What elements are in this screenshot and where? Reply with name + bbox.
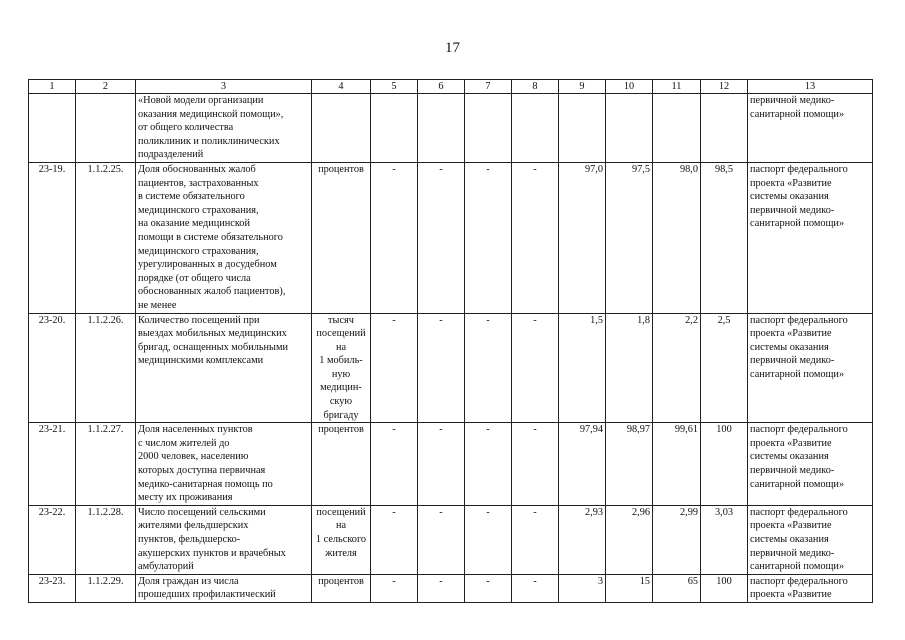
unit-cell bbox=[312, 505, 371, 574]
cell-text-line: Доля обоснованных жалоб bbox=[138, 163, 256, 175]
table-header-row bbox=[29, 80, 873, 94]
value-cell-5: - bbox=[371, 162, 418, 313]
value-cell-8: - bbox=[512, 505, 559, 574]
cell-text-line: скую bbox=[329, 396, 353, 408]
header-cell: 1 bbox=[29, 80, 76, 94]
unit-cell bbox=[312, 94, 371, 163]
cell-text-line: помощи в системе обязательного bbox=[138, 231, 283, 243]
cell-text-line: Число посещений сельскими bbox=[138, 506, 266, 518]
value-cell-5 bbox=[371, 94, 418, 163]
row-number-cell bbox=[29, 94, 76, 163]
value-cell-9 bbox=[559, 94, 606, 163]
code-cell bbox=[76, 94, 136, 163]
unit-cell bbox=[312, 313, 371, 423]
header-cell: 5 bbox=[371, 80, 418, 94]
value-cell-9: 1,5 bbox=[559, 313, 606, 423]
cell-text-line: на bbox=[335, 520, 347, 532]
code-cell: 1.1.2.29. bbox=[76, 574, 136, 602]
value-cell-10: 97,5 bbox=[606, 162, 653, 313]
value-cell-12: 3,03 bbox=[701, 505, 748, 574]
cell-text-line: процентов bbox=[318, 163, 364, 175]
cell-text-line: пунктов, фельдшерско- bbox=[138, 534, 241, 545]
cell-text-line: проекта «Развитие bbox=[750, 177, 832, 189]
value-cell-10: 1,8 bbox=[606, 313, 653, 423]
header-cell: 9 bbox=[559, 80, 606, 94]
cell-text-line: Доля граждан из числа bbox=[138, 575, 239, 587]
header-cell: 6 bbox=[418, 80, 465, 94]
cell-text-line: проекта «Развитие bbox=[750, 328, 832, 340]
source-cell bbox=[748, 505, 873, 574]
cell-text-line: на оказание медицинской bbox=[138, 218, 250, 230]
cell-text-line: Доля населенных пунктов bbox=[138, 424, 253, 436]
cell-text-line: системы оказания bbox=[750, 534, 829, 545]
cell-text-line: в системе обязательного bbox=[138, 191, 245, 203]
cell-text-line: первичной медико- bbox=[750, 355, 835, 367]
cell-text-line: паспорт федерального bbox=[750, 163, 848, 175]
cell-text-line: санитарной помощи» bbox=[750, 368, 845, 380]
cell-text-line: месту их проживания bbox=[138, 492, 233, 504]
value-cell-5: - bbox=[371, 423, 418, 506]
value-cell-11: 98,0 bbox=[653, 162, 701, 313]
cell-text-line: выездах мобильных медицинских bbox=[138, 328, 287, 340]
row-number-cell: 23-19. bbox=[29, 162, 76, 313]
value-cell-7: - bbox=[465, 505, 512, 574]
value-cell-8: - bbox=[512, 423, 559, 506]
row-number-cell: 23-22. bbox=[29, 505, 76, 574]
value-cell-6 bbox=[418, 94, 465, 163]
cell-text-line: тысяч bbox=[328, 314, 354, 326]
value-cell-10: 98,97 bbox=[606, 423, 653, 506]
value-cell-8: - bbox=[512, 313, 559, 423]
cell-text-line: на bbox=[335, 341, 347, 353]
value-cell-11: 2,99 bbox=[653, 505, 701, 574]
cell-text-line: не менее bbox=[138, 299, 177, 311]
cell-text-line: 2000 человек, населению bbox=[138, 451, 249, 463]
cell-text-line: медицинского страхования, bbox=[138, 245, 259, 257]
header-cell: 7 bbox=[465, 80, 512, 94]
cell-text-line: ную bbox=[331, 368, 351, 380]
code-cell: 1.1.2.26. bbox=[76, 313, 136, 423]
value-cell-12: 2,5 bbox=[701, 313, 748, 423]
value-cell-10: 15 bbox=[606, 574, 653, 602]
value-cell-10 bbox=[606, 94, 653, 163]
header-cell: 13 bbox=[748, 80, 873, 94]
indicator-name-cell bbox=[136, 162, 312, 313]
cell-text-line: санитарной помощи» bbox=[750, 478, 845, 490]
cell-text-line: акушерских пунктов и врачебных bbox=[138, 547, 286, 559]
value-cell-5: - bbox=[371, 574, 418, 602]
header-cell: 8 bbox=[512, 80, 559, 94]
cell-text-line: паспорт федерального bbox=[750, 506, 848, 518]
value-cell-9: 97,0 bbox=[559, 162, 606, 313]
cell-text-line: «Новой модели организации bbox=[138, 95, 264, 106]
value-cell-8 bbox=[512, 94, 559, 163]
header-cell: 12 bbox=[701, 80, 748, 94]
value-cell-8: - bbox=[512, 574, 559, 602]
value-cell-6: - bbox=[418, 505, 465, 574]
cell-text-line: системы оказания bbox=[750, 451, 829, 463]
value-cell-7: - bbox=[465, 313, 512, 423]
cell-text-line: медицинскими комплексами bbox=[138, 355, 264, 367]
cell-text-line: Количество посещений при bbox=[138, 314, 260, 326]
table-row bbox=[29, 94, 873, 163]
cell-text-line: медико-санитарная помощь по bbox=[138, 478, 273, 490]
cell-text-line: паспорт федерального bbox=[750, 575, 848, 587]
value-cell-12 bbox=[701, 94, 748, 163]
indicator-name-cell bbox=[136, 94, 312, 163]
cell-text-line: первичной медико- bbox=[750, 465, 835, 477]
cell-text-line: подразделений bbox=[138, 149, 204, 161]
value-cell-8: - bbox=[512, 162, 559, 313]
cell-text-line: оказания медицинской помощи», bbox=[138, 108, 284, 120]
cell-text-line: посещений bbox=[316, 328, 366, 340]
code-cell: 1.1.2.27. bbox=[76, 423, 136, 506]
header-cell: 11 bbox=[653, 80, 701, 94]
source-cell bbox=[748, 313, 873, 423]
code-cell: 1.1.2.28. bbox=[76, 505, 136, 574]
value-cell-11 bbox=[653, 94, 701, 163]
cell-text-line: с числом жителей до bbox=[138, 437, 230, 449]
cell-text-line: поликлиник и поликлинических bbox=[138, 135, 280, 147]
cell-text-line: системы оказания bbox=[750, 341, 829, 353]
value-cell-7: - bbox=[465, 574, 512, 602]
cell-text-line: посещений bbox=[316, 506, 366, 518]
table-row bbox=[29, 162, 873, 313]
cell-text-line: системы оказания bbox=[750, 191, 829, 203]
cell-text-line: от общего количества bbox=[138, 122, 234, 134]
value-cell-6: - bbox=[418, 574, 465, 602]
cell-text-line: медицинского страхования, bbox=[138, 204, 259, 216]
row-number-cell: 23-21. bbox=[29, 423, 76, 506]
cell-text-line: санитарной помощи» bbox=[750, 218, 845, 230]
value-cell-6: - bbox=[418, 423, 465, 506]
value-cell-11: 65 bbox=[653, 574, 701, 602]
cell-text-line: процентов bbox=[318, 575, 364, 587]
header-cell: 4 bbox=[312, 80, 371, 94]
cell-text-line: санитарной помощи» bbox=[750, 108, 845, 120]
unit-cell bbox=[312, 574, 371, 602]
value-cell-7 bbox=[465, 94, 512, 163]
cell-text-line: 1 мобиль- bbox=[319, 355, 363, 367]
value-cell-6: - bbox=[418, 313, 465, 423]
header-cell: 2 bbox=[76, 80, 136, 94]
indicator-name-cell bbox=[136, 313, 312, 423]
row-number-cell: 23-20. bbox=[29, 313, 76, 423]
cell-text-line: санитарной помощи» bbox=[750, 561, 845, 573]
row-number-cell: 23-23. bbox=[29, 574, 76, 602]
value-cell-5: - bbox=[371, 505, 418, 574]
value-cell-7: - bbox=[465, 162, 512, 313]
value-cell-5: - bbox=[371, 313, 418, 423]
source-cell bbox=[748, 94, 873, 163]
value-cell-12: 100 bbox=[701, 574, 748, 602]
value-cell-9: 97,94 bbox=[559, 423, 606, 506]
cell-text-line: обоснованных жалоб пациентов), bbox=[138, 286, 286, 298]
header-cell: 3 bbox=[136, 80, 312, 94]
page-number: 17 bbox=[445, 40, 460, 56]
cell-text-line: первичной медико- bbox=[750, 547, 835, 559]
source-cell bbox=[748, 574, 873, 602]
indicator-name-cell bbox=[136, 505, 312, 574]
cell-text-line: жителями фельдшерских bbox=[138, 520, 249, 532]
value-cell-10: 2,96 bbox=[606, 505, 653, 574]
source-cell bbox=[748, 423, 873, 506]
cell-text-line: бригаду bbox=[323, 409, 359, 421]
source-cell bbox=[748, 162, 873, 313]
value-cell-6: - bbox=[418, 162, 465, 313]
cell-text-line: урегулированных в досудебном bbox=[138, 259, 277, 271]
cell-text-line: 1 сельского bbox=[315, 534, 367, 545]
cell-text-line: амбулаторий bbox=[138, 561, 194, 573]
cell-text-line: бригад, оснащенных мобильными bbox=[138, 341, 288, 353]
value-cell-11: 99,61 bbox=[653, 423, 701, 506]
cell-text-line: проекта «Развитие bbox=[750, 437, 832, 449]
unit-cell bbox=[312, 423, 371, 506]
value-cell-7: - bbox=[465, 423, 512, 506]
value-cell-9: 2,93 bbox=[559, 505, 606, 574]
table-row bbox=[29, 423, 873, 506]
indicator-name-cell bbox=[136, 574, 312, 602]
table-row bbox=[29, 313, 873, 423]
indicators-table bbox=[28, 79, 873, 603]
cell-text-line: пациентов, застрахованных bbox=[138, 177, 259, 189]
value-cell-9: 3 bbox=[559, 574, 606, 602]
cell-text-line: проекта «Развитие bbox=[750, 520, 832, 532]
cell-text-line: прошедших профилактический bbox=[138, 589, 276, 601]
cell-text-line: жителя bbox=[325, 547, 357, 559]
cell-text-line: процентов bbox=[318, 424, 364, 436]
indicator-name-cell bbox=[136, 423, 312, 506]
cell-text-line: первичной медико- bbox=[750, 204, 835, 216]
table-row bbox=[29, 574, 873, 602]
header-cell: 10 bbox=[606, 80, 653, 94]
value-cell-12: 98,5 bbox=[701, 162, 748, 313]
code-cell: 1.1.2.25. bbox=[76, 162, 136, 313]
cell-text-line: которых доступна первичная bbox=[138, 465, 266, 477]
cell-text-line: первичной медико- bbox=[750, 95, 835, 106]
cell-text-line: медицин- bbox=[320, 382, 362, 394]
value-cell-11: 2,2 bbox=[653, 313, 701, 423]
value-cell-12: 100 bbox=[701, 423, 748, 506]
cell-text-line: паспорт федерального bbox=[750, 314, 848, 326]
cell-text-line: порядке (от общего числа bbox=[138, 272, 251, 284]
unit-cell bbox=[312, 162, 371, 313]
cell-text-line: паспорт федерального bbox=[750, 424, 848, 436]
table-row bbox=[29, 505, 873, 574]
cell-text-line: проекта «Развитие bbox=[750, 589, 832, 601]
